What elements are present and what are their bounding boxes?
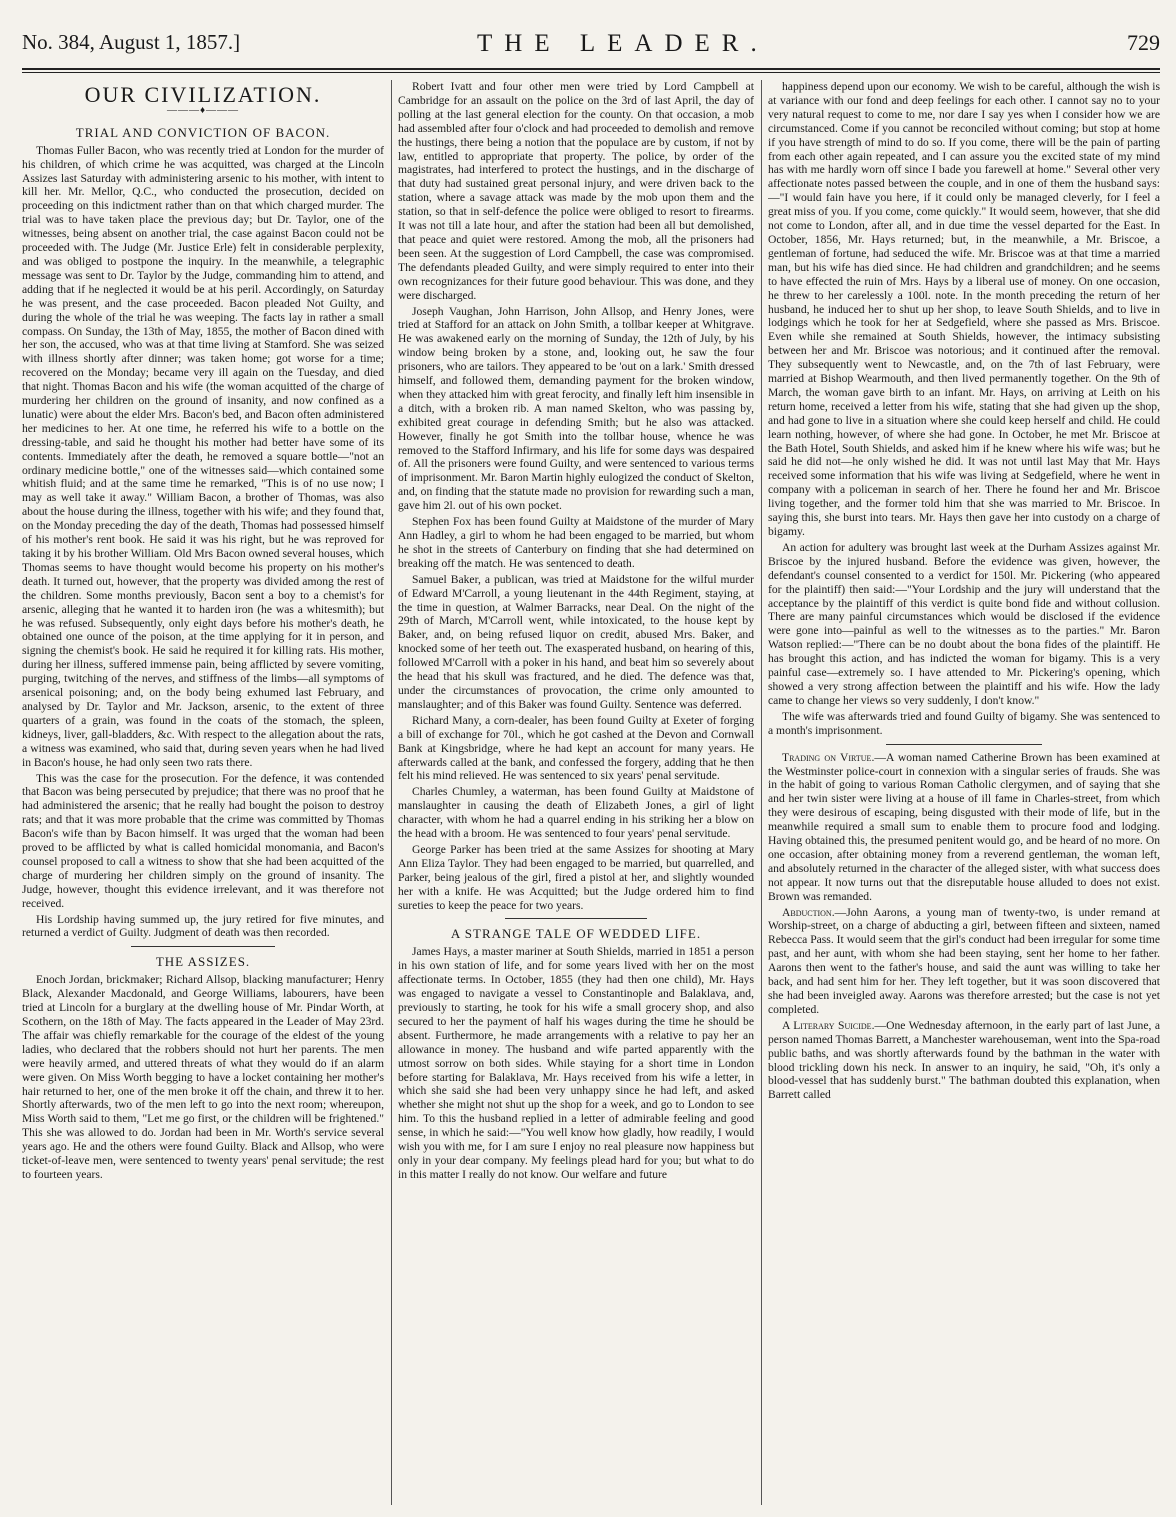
column-3 xyxy=(768,80,1160,1505)
newspaper-title: THE LEADER. xyxy=(477,30,769,57)
paragraph xyxy=(768,906,1160,1017)
article-divider xyxy=(131,946,276,947)
paragraph: Robert Ivatt and four other men were tried by Lord Campbell at Cambridge for an assault on the police on the 3rd of last April, the day of polling at the last general election for the county. On that occasion, a mob had assembled after four o'clock and had proceeded to demolish and remove the hustings, there being a notion that the populace are by custom, if not by law, entitled to appropriate that property. The police, by order of the magistrates, had interfered to protect the hustings, and in the discharge of that duty had sustained great personal injury, and were driven back to the station, where a savage attack was made by the mob upon them and the station, so that in self-defence the police were obliged to resort to firearms. It was not till a late hour, and after the station had been all but demolished, that peace and quiet were restored. Among the mob, all the prisoners had been seen. At the suggestion of Lord Campbell, the case was compromised. The defendants pleaded Guilty, and were simply required to enter into their own recognizances for their future good behaviour. This was done, and they were discharged. xyxy=(398,80,754,302)
article-heading: THE ASSIZES. xyxy=(155,954,251,970)
paragraph: James Hays, a master mariner at South Shields, married in 1851 a person in his own station of life, and for some years lived with her on the most affectionate terms. In October, 1855 (they had then one child), Mr. Hays was engaged to navigate a vessel to Constantinople and Balaklava, and, previously to starting, he took for his wife a small grocery shop, and also secured to her the payment of half his wages during the time he should be absent. Furthermore, he made arrangements with a relative to pay her an allowance in money. The husband and wife parted apparently with the utmost sorrow on both sides. While staying for a short time in London before starting for Balaklava, Mr. Hays received from his wife a letter, in which she said she had been very unhappy since he had left, and asked whether she might not shut up the shop for a week, and go to London to see him. To this the husband replied in a letter of admirable feeling and good sense, in which he said:—"You well know how gladly, how readily, I would wish you with me, for I am sure I enjoy no real pleasure now happiness but only in your dear company. My feelings plead hard for you; but what to do in this matter I really do not know. Our welfare and future xyxy=(398,945,754,1181)
paragraph xyxy=(768,751,1160,904)
paragraph: Richard Many, a corn-dealer, has been found Guilty at Exeter of forging a bill of exchange for 70l., which he got cashed at the Devon and Cornwall Bank at Kingsbridge, where he had kept an account for many years. He afterwards called at the bank, and confessed the forgery, adding that he then felt his mind relieved. He was sentenced to six years' penal servitude. xyxy=(398,713,754,783)
section-title: OUR CIVILIZATION. xyxy=(84,82,322,107)
paragraph: Joseph Vaughan, John Harrison, John Allsop, and Henry Jones, were tried at Stafford for an attack on John Smith, a tollbar keeper at Whitgrave. He was awakened early on the morning of Sunday, the 12th of July, by his window being broken by a stone, and, looking out, he saw the four prisoners, who are tailors. They appeared to be 'out on a lark.' Smith dressed himself, and followed them, demanding payment for the broken window, when they attacked him with great ferocity, and finally left him insensible in a ditch, with a broken rib. A man named Skelton, who was passing by, exhibited great courage in defending Smith; but he also was attacked. However, finally he got Smith into the tollbar house, whence he was removed to the Stafford Infirmary, and his life for some days was despaired of. All the prisoners were found Guilty, and were sentenced to various terms of imprisonment. Mr. Baron Martin highly eulogized the conduct of Skelton, and, on finding that the statute made no provision for rewarding such a man, gave him 2l. out of his own pocket. xyxy=(398,304,754,513)
article-heading: TRIAL AND CONVICTION OF BACON. xyxy=(75,124,331,140)
paragraph-lead: Abduction. xyxy=(782,905,835,919)
masthead-rule-thin xyxy=(22,72,1160,73)
paragraph: This was the case for the prosecution. For the defence, it was contended that Bacon was being persecuted by prejudice; that there was no proof that he had administered the arsenic; that he really had bought the poison to destroy rats; and that it was more probable that the crime was committed by Thomas Bacon's wife than by Bacon himself. It was urged that the woman had been proved to be afflicted by what is called homicidal monomania, and Bacon's counsel proposed to call a witness to show that she had been acquitted of the charge of murdering her children simply on the ground of insanity. The Judge, however, thought this evidence irrelevant, and it was therefore not received. xyxy=(22,771,384,910)
paragraph-body: —One Wednesday afternoon, in the early part of last June, a person named Thomas Barrett, a Manchester warehouseman, went into the Spa-road public baths, and was shortly afterwards found by the bathman in the water with blood trickling down his neck. In answer to an inquiry, he said, "Oh, it's only a blood-vessel that has suddenly burst." The bathman doubted this explanation, when Barrett called xyxy=(768,1018,1160,1102)
article-divider xyxy=(886,744,1043,745)
paragraph: happiness depend upon our economy. We wish to be careful, although the wish is at variance with our fond and deep feelings for each other. I cannot say no to your very natural request to come to me, nor dare I say yes when I consider how we are circumstanced. Come if you cannot be reconciled without coming; but stop at home if you have strength of mind to do so. If you come, there will be the pain of parting from each other again repeated, and I can assure you the excited state of my mind has with me hardly worn off since I bade you farewell at home." Several other very affectionate notes passed between the couple, and in one of them the husband says:—"I would fain have you here, if it could only be managed cleverly, for I feel a great miss of you. If you come, come quickly." It would seem, however, that she did not come to London, after all, and in due time the vessel departed for the East. In October, 1856, Mr. Hays returned; but, in the meanwhile, a Mr. Briscoe, a gentleman of fortune, had seduced the wife. Mr. Briscoe was at that time a married man, but his wife has died since. He had children and grandchildren; and he seems to have effected the ruin of Mrs. Hays by a liberal use of money. On one occasion, he threw to her carelessly a 100l. note. In the month preceding the return of her husband, he induced her to shut up her shop, to leave South Shields, and to live in lodgings which he took for her at Sedgefield, where she passed as Mrs. Briscoe. Even while she remained at South Shields, however, the intimacy subsisting between her and Mr. Briscoe was notorious; and it continued after the removal. They subsequently went to Newcastle, and, on the 7th of last February, were married at Bishop Wearmouth, and then lived permanently together. On the 9th of March, the woman gave birth to an infant. Mr. Hays, on arriving at Leith on his return home, received a letter from his wife, stating that she had given up the shop, and had gone to live in a situation where she could keep herself and child. He could learn nothing, however, of where she had gone. In October, he met Mr. Briscoe at the Bath Hotel, South Shields, and asked him if he knew where his wife was; but he said he did not—he only wished he did. It was not until last May that Mr. Hays received some information that his wife was living at Sedgefield, where he went in company with a policeman in search of her. There he found her and Mr. Briscoe living together, and the former told him that she was married to Mr. Briscoe. In saying this, she burst into tears. Mr. Hays then gave her into custody on a charge of bigamy. xyxy=(768,80,1160,538)
paragraph: Charles Chumley, a waterman, has been found Guilty at Maidstone of manslaughter in causing the death of Elizabeth Jones, a girl of light character, with whom he had a quarrel ending in his striking her a blow on the head with a broom. He was sentenced to four years' penal servitude. xyxy=(398,785,754,841)
issue-line: No. 384, August 1, 1857.] xyxy=(22,30,241,54)
section-ornament: ———♦——— xyxy=(166,104,240,116)
paragraph xyxy=(768,1019,1160,1102)
article-heading: A STRANGE TALE OF WEDDED LIFE. xyxy=(450,926,702,942)
paragraph: Samuel Baker, a publican, was tried at Maidstone for the wilful murder of Edward M'Carroll, a young lieutenant in the 44th Regiment, staying, at the time in question, at Walmer Barracks, near Deal. On the night of the 29th of March, M'Carroll went, while intoxicated, to the house kept by Baker, and, on being refused liquor on credit, abused Mrs. Baker, and knocked some of her teeth out. The exasperated husband, on hearing of this, followed M'Carroll with a poker in his hand, and beat him so severely about the head that his skull was fractured, and he died. The defence was that, under the circumstances of provocation, the crime only amounted to manslaughter; and of this Baker was found Guilty. Sentence was deferred. xyxy=(398,572,754,711)
masthead xyxy=(22,20,1160,70)
paragraph: An action for adultery was brought last week at the Durham Assizes against Mr. Briscoe by the injured husband. Before the evidence was given, however, the defendant's counsel consented to a verdict for 150l. Mr. Pickering (who appeared for the plaintiff) then said:—"Your Lordship and the jury will understand that the acceptance by the plaintiff of this verdict is quite bond fide and without collusion. There are many painful circumstances which would be disclosed if the evidence were gone into—painful as well to the witnesses as to the parties." Mr. Baron Watson replied:—"There can be no doubt about the bona fides of the plaintiff. He has brought this action, and has indicted the woman for bigamy. This is a very painful case—extremely so. I have attended to Mr. Pickering's opening, which showed a very strong affection between the plaintiff and his wife. How the lady came to change her views so very suddenly, I don't know." xyxy=(768,540,1160,707)
article-divider xyxy=(505,918,647,919)
paragraph: Enoch Jordan, brickmaker; Richard Allsop, blacking manufacturer; Henry Black, Alexander Macdonald, and George Williams, labourers, have been tried at Lincoln for a burglary at the dwelling house of Mr. Pindar Worth, at Scothern, on the 18th of May. The facts appeared in the Leader of May 23rd. The affair was chiefly remarkable for the courage of the eldest of the young ladies, who declared that the robbers should not hurt her parents. The men were heavily armed, and uttered threats of what they would do if an alarm were given. On Miss Worth begging to have a locket containing her mother's hair returned to her, one of the men broke it off the chain, and threw it to her. Shortly afterwards, two of the men left to go into the next room; whereupon, Miss Worth said to them, "Let me go first, or the children will be frightened." This she was allowed to do. Jordan had been in Mr. Worth's service several years ago. He and the others were found Guilty. Black and Allsop, who were ticket-of-leave men, were sentenced to twenty years' penal servitude; the rest to fourteen years. xyxy=(22,973,384,1181)
paragraph: Stephen Fox has been found Guilty at Maidstone of the murder of Mary Ann Hadley, a girl to whom he had been engaged to be married, but whom he shot in the streets of Canterbury on finding that she had determined on breaking off the match. He was sentenced to death. xyxy=(398,515,754,570)
column-divider xyxy=(391,80,392,1505)
masthead-rule xyxy=(22,68,1160,70)
paragraph-body: —John Aarons, a young man of twenty-two, is under remand at Worship-street, on a charge of abducting a girl, between fifteen and sixteen, named Rebecca Pass. It would seem that the girl's conduct had been irregular for some time past, and her aunt, with whom she had been staying, sent her home to her father. Aarons then went to the father's house, and said the aunt was willing to take her back, and had sent him for her. They left together, but it was soon discovered that she had been inveigled away. Aarons was therefore arrested; but the case is not yet completed. xyxy=(768,905,1160,1016)
paragraph-lead: A Literary Suicide. xyxy=(782,1018,875,1032)
paragraph-body: —A woman named Catherine Brown has been examined at the Westminster police-court in connexion with a singular series of frauds. She was in the habit of going to various Roman Catholic clergymen, and of saying that she and her twin sister were living at a house of ill fame in Charles-street, from which they were desirous of escaping, being disgusted with their mode of life, but in the meanwhile required a small sum to enable them to procure food and lodging. Having obtained this, the presumed penitent would go, and be heard of no more. On one occasion, after obtaining money from a reverend gentleman, the woman left, and absolutely returned in the character of the alleged sister, with what success does not appear. It now turns out that the disreputable house alluded to does not exist. Brown was remanded. xyxy=(768,750,1160,903)
paragraph: The wife was afterwards tried and found Guilty of bigamy. She was sentenced to a month's imprisonment. xyxy=(768,709,1160,737)
paragraph: Thomas Fuller Bacon, who was recently tried at London for the murder of his children, of which crime he was acquitted, was charged at the Lincoln Assizes last Saturday with administering arsenic to his mother, with intent to kill her. Mr. Mellor, Q.C., who conducted the prosecution, decided on proceeding on this indictment rather than on that which charged murder. The trial was to have taken place the previous day; but Dr. Taylor, one of the witnesses, being absent on another trial, the case against Bacon could not be proceeded with. The Judge (Mr. Justice Erle) felt in considerable perplexity, and was obliged to postpone the inquiry. In the meanwhile, a telegraphic message was sent to Dr. Taylor by the Judge, commanding him to attend, and adding that if he neglected it would be at his peril. Accordingly, on Saturday he was present, and the case proceeded. Bacon pleaded Not Guilty, and during the whole of the trial he was weeping. The facts lay in rather a small compass. On Sunday, the 13th of May, 1855, the mother of Bacon dined with her son, the accused, who was at that time living at Stamford. She was seized with illness shortly after dinner; was taken home; got worse for a time; recovered on the Monday; became very ill again on the Tuesday, and died that night. Thomas Bacon and his wife (the woman acquitted of the charge of murdering her children on the ground of insanity, and now confined as a lunatic) were about the elder Mrs. Bacon's bed, and Bacon often administered her medicines to her. At one time, he referred his wife to a bottle on the dressing-table, and said he thought his mother had better have some of its contents. Immediately after the death, he removed a square bottle—"not an ordinary medicine bottle," one of the witnesses said—which contained some whitish fluid; and at the same time he remarked, "This is of no use now; I may as well take it away." William Bacon, a brother of Thomas, was also about the house during the illness, together with his wife; and they found that, on the Monday preceding the day of the death, Thomas had possessed himself of his mother's rent book. He said it was his right, but he was reproved for taking it by his brother William. Old Mrs Bacon owned several houses, which Thomas seems to have thought would become his property on his mother's death. It turned out, however, that the property was divided among the rest of the children. Some months previously, Bacon sent a boy to a chemist's for arsenic, alleging that he wanted it to harden iron (he was a whitesmith); but he was refused. Subsequently, only eight days before his mother's death, he obtained one ounce of the poison, at the time applying for it in person, and signing the chemist's book. He said he required it for killing rats. His mother, during her illness, suffered immense pain, being afflicted by severe vomiting, purging, twitching of the nerves, and stiffness of the limbs—all symptoms of arsenical poisoning; and, on the body being exhumed last February, and analysed by Dr. Taylor and Mr. Jackson, arsenic, to the extent of three quarters of a grain, was found in the coats of the stomach, the spleen, kidneys, liver, gall-bladders, &c. With respect to the allegation about the rats, a witness was examined, who said that, during seven years when he had lived in Bacon's house, he had only seen two rats there. xyxy=(22,143,384,769)
column-1 xyxy=(22,80,384,1505)
column-divider xyxy=(761,80,762,1505)
paragraph: His Lordship having summed up, the jury retired for five minutes, and returned a verdict of Guilty. Judgment of death was then recorded. xyxy=(22,912,384,940)
paragraph-lead: Trading on Virtue. xyxy=(782,750,875,764)
page-number: 729 xyxy=(1127,30,1160,55)
column-2 xyxy=(398,80,754,1505)
paragraph: George Parker has been tried at the same Assizes for shooting at Mary Ann Eliza Taylor. They had been engaged to be married, but quarrelled, and Parker, being jealous of the girl, fired a pistol at her, and slightly wounded her with a knife. He was Acquitted; but the Judge ordered him to find sureties to keep the peace for two years. xyxy=(398,842,754,912)
